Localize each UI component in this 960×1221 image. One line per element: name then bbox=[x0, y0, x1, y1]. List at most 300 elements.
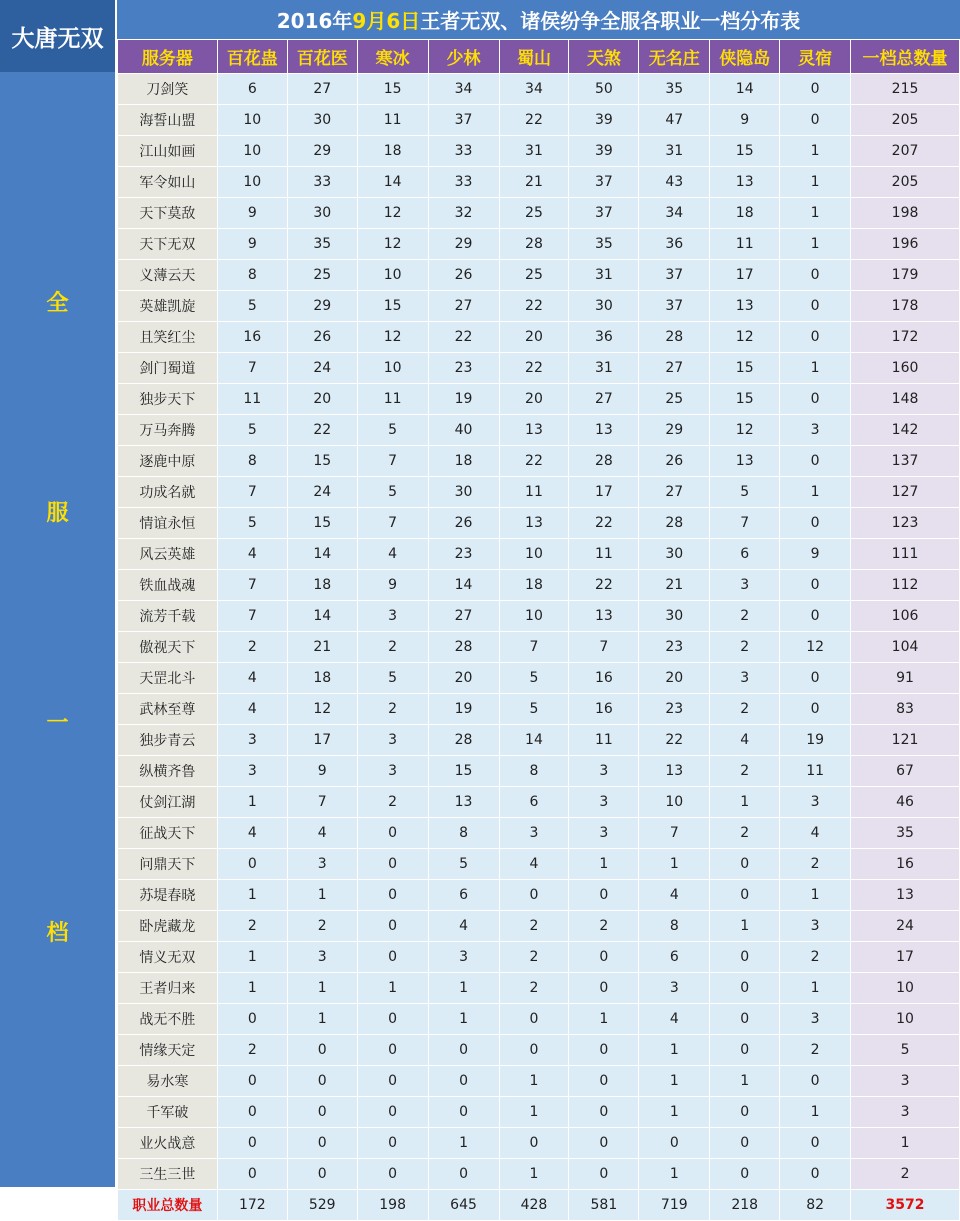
header-class[interactable]: 百花蛊 bbox=[217, 40, 287, 74]
row-total-cell[interactable]: 205 bbox=[851, 105, 960, 136]
server-name-cell[interactable]: 情缘天定 bbox=[118, 1035, 218, 1066]
value-cell[interactable]: 12 bbox=[357, 322, 428, 353]
value-cell[interactable]: 3 bbox=[217, 725, 287, 756]
value-cell[interactable]: 14 bbox=[710, 74, 780, 105]
value-cell[interactable]: 17 bbox=[569, 477, 639, 508]
value-cell[interactable]: 37 bbox=[639, 291, 710, 322]
value-cell[interactable]: 2 bbox=[357, 787, 428, 818]
value-cell[interactable]: 24 bbox=[287, 353, 357, 384]
value-cell[interactable]: 5 bbox=[217, 415, 287, 446]
value-cell[interactable]: 1 bbox=[639, 1066, 710, 1097]
value-cell[interactable]: 28 bbox=[639, 508, 710, 539]
value-cell[interactable]: 0 bbox=[780, 1066, 851, 1097]
value-cell[interactable]: 30 bbox=[287, 105, 357, 136]
value-cell[interactable]: 5 bbox=[357, 663, 428, 694]
row-total-cell[interactable]: 137 bbox=[851, 446, 960, 477]
row-total-cell[interactable]: 83 bbox=[851, 694, 960, 725]
value-cell[interactable]: 17 bbox=[710, 260, 780, 291]
value-cell[interactable]: 22 bbox=[499, 291, 569, 322]
value-cell[interactable]: 0 bbox=[217, 1159, 287, 1190]
value-cell[interactable]: 0 bbox=[217, 849, 287, 880]
value-cell[interactable]: 0 bbox=[780, 105, 851, 136]
value-cell[interactable]: 2 bbox=[357, 694, 428, 725]
value-cell[interactable]: 31 bbox=[639, 136, 710, 167]
value-cell[interactable]: 0 bbox=[710, 973, 780, 1004]
value-cell[interactable]: 3 bbox=[217, 756, 287, 787]
value-cell[interactable]: 33 bbox=[287, 167, 357, 198]
value-cell[interactable]: 13 bbox=[569, 415, 639, 446]
header-class[interactable]: 无名庄 bbox=[639, 40, 710, 74]
value-cell[interactable]: 0 bbox=[357, 942, 428, 973]
value-cell[interactable]: 30 bbox=[639, 539, 710, 570]
value-cell[interactable]: 3 bbox=[639, 973, 710, 1004]
value-cell[interactable]: 1 bbox=[217, 942, 287, 973]
row-total-cell[interactable]: 91 bbox=[851, 663, 960, 694]
value-cell[interactable]: 6 bbox=[217, 74, 287, 105]
server-name-cell[interactable]: 情谊永恒 bbox=[118, 508, 218, 539]
value-cell[interactable]: 2 bbox=[710, 601, 780, 632]
value-cell[interactable]: 3 bbox=[710, 570, 780, 601]
value-cell[interactable]: 3 bbox=[357, 756, 428, 787]
value-cell[interactable]: 25 bbox=[639, 384, 710, 415]
value-cell[interactable]: 9 bbox=[287, 756, 357, 787]
value-cell[interactable]: 1 bbox=[639, 849, 710, 880]
server-name-cell[interactable]: 武林至尊 bbox=[118, 694, 218, 725]
value-cell[interactable]: 1 bbox=[780, 353, 851, 384]
footer-value-cell[interactable]: 529 bbox=[287, 1190, 357, 1221]
value-cell[interactable]: 4 bbox=[357, 539, 428, 570]
value-cell[interactable]: 1 bbox=[287, 973, 357, 1004]
value-cell[interactable]: 0 bbox=[569, 942, 639, 973]
header-class[interactable]: 少林 bbox=[428, 40, 499, 74]
value-cell[interactable]: 1 bbox=[428, 1128, 499, 1159]
value-cell[interactable]: 22 bbox=[569, 570, 639, 601]
value-cell[interactable]: 6 bbox=[499, 787, 569, 818]
value-cell[interactable]: 1 bbox=[357, 973, 428, 1004]
value-cell[interactable]: 0 bbox=[499, 1004, 569, 1035]
value-cell[interactable]: 12 bbox=[780, 632, 851, 663]
value-cell[interactable]: 37 bbox=[428, 105, 499, 136]
value-cell[interactable]: 2 bbox=[710, 756, 780, 787]
value-cell[interactable]: 28 bbox=[639, 322, 710, 353]
grand-total-cell[interactable]: 3572 bbox=[851, 1190, 960, 1221]
value-cell[interactable]: 35 bbox=[287, 229, 357, 260]
value-cell[interactable]: 0 bbox=[357, 1159, 428, 1190]
value-cell[interactable]: 10 bbox=[217, 136, 287, 167]
value-cell[interactable]: 25 bbox=[499, 198, 569, 229]
value-cell[interactable]: 7 bbox=[287, 787, 357, 818]
value-cell[interactable]: 27 bbox=[428, 601, 499, 632]
value-cell[interactable]: 0 bbox=[428, 1035, 499, 1066]
row-total-cell[interactable]: 179 bbox=[851, 260, 960, 291]
value-cell[interactable]: 0 bbox=[780, 508, 851, 539]
value-cell[interactable]: 34 bbox=[639, 198, 710, 229]
value-cell[interactable]: 0 bbox=[569, 880, 639, 911]
value-cell[interactable]: 6 bbox=[710, 539, 780, 570]
row-total-cell[interactable]: 3 bbox=[851, 1097, 960, 1128]
value-cell[interactable]: 13 bbox=[428, 787, 499, 818]
value-cell[interactable]: 2 bbox=[710, 818, 780, 849]
value-cell[interactable]: 22 bbox=[569, 508, 639, 539]
footer-value-cell[interactable]: 82 bbox=[780, 1190, 851, 1221]
value-cell[interactable]: 0 bbox=[710, 942, 780, 973]
server-name-cell[interactable]: 功成名就 bbox=[118, 477, 218, 508]
footer-label-cell[interactable]: 职业总数量 bbox=[118, 1190, 218, 1221]
server-name-cell[interactable]: 独步天下 bbox=[118, 384, 218, 415]
value-cell[interactable]: 23 bbox=[428, 539, 499, 570]
value-cell[interactable]: 13 bbox=[569, 601, 639, 632]
row-total-cell[interactable]: 215 bbox=[851, 74, 960, 105]
value-cell[interactable]: 0 bbox=[287, 1097, 357, 1128]
value-cell[interactable]: 7 bbox=[639, 818, 710, 849]
value-cell[interactable]: 0 bbox=[780, 601, 851, 632]
value-cell[interactable]: 27 bbox=[639, 477, 710, 508]
server-name-cell[interactable]: 天下无双 bbox=[118, 229, 218, 260]
value-cell[interactable]: 4 bbox=[639, 880, 710, 911]
header-class[interactable]: 寒冰 bbox=[357, 40, 428, 74]
value-cell[interactable]: 20 bbox=[287, 384, 357, 415]
value-cell[interactable]: 7 bbox=[217, 353, 287, 384]
value-cell[interactable]: 10 bbox=[357, 353, 428, 384]
footer-value-cell[interactable]: 198 bbox=[357, 1190, 428, 1221]
value-cell[interactable]: 8 bbox=[217, 260, 287, 291]
row-total-cell[interactable]: 172 bbox=[851, 322, 960, 353]
value-cell[interactable]: 29 bbox=[428, 229, 499, 260]
value-cell[interactable]: 0 bbox=[780, 74, 851, 105]
value-cell[interactable]: 1 bbox=[780, 973, 851, 1004]
value-cell[interactable]: 0 bbox=[780, 446, 851, 477]
value-cell[interactable]: 30 bbox=[639, 601, 710, 632]
value-cell[interactable]: 9 bbox=[217, 198, 287, 229]
value-cell[interactable]: 37 bbox=[639, 260, 710, 291]
value-cell[interactable]: 7 bbox=[569, 632, 639, 663]
value-cell[interactable]: 21 bbox=[499, 167, 569, 198]
value-cell[interactable]: 24 bbox=[287, 477, 357, 508]
value-cell[interactable]: 18 bbox=[428, 446, 499, 477]
server-name-cell[interactable]: 英雄凯旋 bbox=[118, 291, 218, 322]
value-cell[interactable]: 3 bbox=[499, 818, 569, 849]
value-cell[interactable]: 12 bbox=[710, 415, 780, 446]
value-cell[interactable]: 1 bbox=[287, 1004, 357, 1035]
value-cell[interactable]: 7 bbox=[217, 601, 287, 632]
row-total-cell[interactable]: 10 bbox=[851, 973, 960, 1004]
value-cell[interactable]: 30 bbox=[287, 198, 357, 229]
value-cell[interactable]: 27 bbox=[428, 291, 499, 322]
value-cell[interactable]: 5 bbox=[499, 663, 569, 694]
row-total-cell[interactable]: 67 bbox=[851, 756, 960, 787]
value-cell[interactable]: 3 bbox=[780, 911, 851, 942]
server-name-cell[interactable]: 天罡北斗 bbox=[118, 663, 218, 694]
value-cell[interactable]: 4 bbox=[217, 818, 287, 849]
row-total-cell[interactable]: 127 bbox=[851, 477, 960, 508]
value-cell[interactable]: 37 bbox=[569, 198, 639, 229]
value-cell[interactable]: 35 bbox=[639, 74, 710, 105]
value-cell[interactable]: 23 bbox=[639, 694, 710, 725]
value-cell[interactable]: 0 bbox=[710, 849, 780, 880]
value-cell[interactable]: 1 bbox=[217, 880, 287, 911]
value-cell[interactable]: 7 bbox=[217, 570, 287, 601]
value-cell[interactable]: 4 bbox=[217, 539, 287, 570]
value-cell[interactable]: 0 bbox=[569, 1035, 639, 1066]
header-class[interactable]: 蜀山 bbox=[499, 40, 569, 74]
row-total-cell[interactable]: 123 bbox=[851, 508, 960, 539]
value-cell[interactable]: 0 bbox=[569, 1159, 639, 1190]
value-cell[interactable]: 1 bbox=[639, 1159, 710, 1190]
value-cell[interactable]: 3 bbox=[357, 725, 428, 756]
server-name-cell[interactable]: 天下莫敌 bbox=[118, 198, 218, 229]
server-name-cell[interactable]: 战无不胜 bbox=[118, 1004, 218, 1035]
value-cell[interactable]: 10 bbox=[499, 601, 569, 632]
value-cell[interactable]: 2 bbox=[499, 942, 569, 973]
value-cell[interactable]: 0 bbox=[357, 911, 428, 942]
value-cell[interactable]: 14 bbox=[287, 601, 357, 632]
value-cell[interactable]: 11 bbox=[357, 384, 428, 415]
value-cell[interactable]: 25 bbox=[287, 260, 357, 291]
value-cell[interactable]: 9 bbox=[217, 229, 287, 260]
value-cell[interactable]: 0 bbox=[780, 1159, 851, 1190]
value-cell[interactable]: 1 bbox=[780, 198, 851, 229]
value-cell[interactable]: 20 bbox=[499, 384, 569, 415]
value-cell[interactable]: 26 bbox=[428, 260, 499, 291]
value-cell[interactable]: 30 bbox=[428, 477, 499, 508]
value-cell[interactable]: 0 bbox=[710, 1035, 780, 1066]
value-cell[interactable]: 18 bbox=[287, 570, 357, 601]
server-name-cell[interactable]: 万马奔腾 bbox=[118, 415, 218, 446]
value-cell[interactable]: 31 bbox=[569, 260, 639, 291]
value-cell[interactable]: 3 bbox=[428, 942, 499, 973]
value-cell[interactable]: 13 bbox=[639, 756, 710, 787]
value-cell[interactable]: 22 bbox=[639, 725, 710, 756]
value-cell[interactable]: 39 bbox=[569, 105, 639, 136]
value-cell[interactable]: 18 bbox=[710, 198, 780, 229]
server-name-cell[interactable]: 仗剑江湖 bbox=[118, 787, 218, 818]
value-cell[interactable]: 23 bbox=[428, 353, 499, 384]
value-cell[interactable]: 10 bbox=[639, 787, 710, 818]
value-cell[interactable]: 0 bbox=[499, 1128, 569, 1159]
value-cell[interactable]: 28 bbox=[569, 446, 639, 477]
row-total-cell[interactable]: 24 bbox=[851, 911, 960, 942]
value-cell[interactable]: 27 bbox=[639, 353, 710, 384]
value-cell[interactable]: 43 bbox=[639, 167, 710, 198]
value-cell[interactable]: 5 bbox=[428, 849, 499, 880]
value-cell[interactable]: 29 bbox=[287, 291, 357, 322]
value-cell[interactable]: 0 bbox=[217, 1004, 287, 1035]
value-cell[interactable]: 32 bbox=[428, 198, 499, 229]
server-name-cell[interactable]: 王者归来 bbox=[118, 973, 218, 1004]
value-cell[interactable]: 5 bbox=[357, 477, 428, 508]
value-cell[interactable]: 0 bbox=[499, 880, 569, 911]
value-cell[interactable]: 3 bbox=[357, 601, 428, 632]
value-cell[interactable]: 0 bbox=[217, 1128, 287, 1159]
value-cell[interactable]: 28 bbox=[499, 229, 569, 260]
server-name-cell[interactable]: 刀剑笑 bbox=[118, 74, 218, 105]
value-cell[interactable]: 15 bbox=[710, 136, 780, 167]
server-name-cell[interactable]: 苏堤春晓 bbox=[118, 880, 218, 911]
value-cell[interactable]: 10 bbox=[499, 539, 569, 570]
value-cell[interactable]: 3 bbox=[569, 756, 639, 787]
value-cell[interactable]: 8 bbox=[499, 756, 569, 787]
value-cell[interactable]: 4 bbox=[287, 818, 357, 849]
value-cell[interactable]: 12 bbox=[287, 694, 357, 725]
value-cell[interactable]: 0 bbox=[217, 1066, 287, 1097]
value-cell[interactable]: 4 bbox=[217, 694, 287, 725]
value-cell[interactable]: 16 bbox=[217, 322, 287, 353]
value-cell[interactable]: 2 bbox=[287, 911, 357, 942]
value-cell[interactable]: 16 bbox=[569, 663, 639, 694]
header-class[interactable]: 百花医 bbox=[287, 40, 357, 74]
row-total-cell[interactable]: 2 bbox=[851, 1159, 960, 1190]
value-cell[interactable]: 14 bbox=[357, 167, 428, 198]
row-total-cell[interactable]: 198 bbox=[851, 198, 960, 229]
value-cell[interactable]: 15 bbox=[357, 291, 428, 322]
value-cell[interactable]: 1 bbox=[710, 1066, 780, 1097]
value-cell[interactable]: 2 bbox=[780, 942, 851, 973]
value-cell[interactable]: 16 bbox=[569, 694, 639, 725]
value-cell[interactable]: 28 bbox=[428, 725, 499, 756]
value-cell[interactable]: 2 bbox=[217, 632, 287, 663]
value-cell[interactable]: 5 bbox=[217, 508, 287, 539]
server-name-cell[interactable]: 风云英雄 bbox=[118, 539, 218, 570]
row-total-cell[interactable]: 160 bbox=[851, 353, 960, 384]
value-cell[interactable]: 11 bbox=[499, 477, 569, 508]
value-cell[interactable]: 29 bbox=[287, 136, 357, 167]
server-name-cell[interactable]: 流芳千载 bbox=[118, 601, 218, 632]
value-cell[interactable]: 19 bbox=[428, 384, 499, 415]
value-cell[interactable]: 4 bbox=[780, 818, 851, 849]
value-cell[interactable]: 1 bbox=[780, 229, 851, 260]
footer-value-cell[interactable]: 581 bbox=[569, 1190, 639, 1221]
value-cell[interactable]: 0 bbox=[357, 1066, 428, 1097]
value-cell[interactable]: 12 bbox=[357, 198, 428, 229]
value-cell[interactable]: 22 bbox=[499, 353, 569, 384]
value-cell[interactable]: 22 bbox=[428, 322, 499, 353]
footer-value-cell[interactable]: 719 bbox=[639, 1190, 710, 1221]
row-total-cell[interactable]: 17 bbox=[851, 942, 960, 973]
value-cell[interactable]: 27 bbox=[287, 74, 357, 105]
value-cell[interactable]: 0 bbox=[569, 1128, 639, 1159]
value-cell[interactable]: 0 bbox=[780, 663, 851, 694]
value-cell[interactable]: 0 bbox=[780, 291, 851, 322]
value-cell[interactable]: 0 bbox=[287, 1066, 357, 1097]
value-cell[interactable]: 3 bbox=[710, 663, 780, 694]
value-cell[interactable]: 21 bbox=[639, 570, 710, 601]
value-cell[interactable]: 1 bbox=[499, 1097, 569, 1128]
value-cell[interactable]: 1 bbox=[217, 787, 287, 818]
value-cell[interactable]: 0 bbox=[639, 1128, 710, 1159]
value-cell[interactable]: 4 bbox=[217, 663, 287, 694]
value-cell[interactable]: 0 bbox=[428, 1097, 499, 1128]
value-cell[interactable]: 0 bbox=[499, 1035, 569, 1066]
value-cell[interactable]: 10 bbox=[357, 260, 428, 291]
row-total-cell[interactable]: 35 bbox=[851, 818, 960, 849]
server-name-cell[interactable]: 铁血战魂 bbox=[118, 570, 218, 601]
value-cell[interactable]: 13 bbox=[499, 415, 569, 446]
row-total-cell[interactable]: 46 bbox=[851, 787, 960, 818]
server-name-cell[interactable]: 问鼎天下 bbox=[118, 849, 218, 880]
value-cell[interactable]: 0 bbox=[780, 322, 851, 353]
value-cell[interactable]: 0 bbox=[780, 570, 851, 601]
row-total-cell[interactable]: 148 bbox=[851, 384, 960, 415]
value-cell[interactable]: 40 bbox=[428, 415, 499, 446]
header-class[interactable]: 灵宿 bbox=[780, 40, 851, 74]
value-cell[interactable]: 22 bbox=[499, 105, 569, 136]
value-cell[interactable]: 3 bbox=[780, 1004, 851, 1035]
value-cell[interactable]: 33 bbox=[428, 136, 499, 167]
value-cell[interactable]: 1 bbox=[217, 973, 287, 1004]
value-cell[interactable]: 5 bbox=[217, 291, 287, 322]
value-cell[interactable]: 37 bbox=[569, 167, 639, 198]
server-name-cell[interactable]: 傲视天下 bbox=[118, 632, 218, 663]
value-cell[interactable]: 8 bbox=[217, 446, 287, 477]
value-cell[interactable]: 0 bbox=[710, 1097, 780, 1128]
value-cell[interactable]: 1 bbox=[780, 167, 851, 198]
value-cell[interactable]: 0 bbox=[569, 1066, 639, 1097]
value-cell[interactable]: 5 bbox=[499, 694, 569, 725]
value-cell[interactable]: 9 bbox=[780, 539, 851, 570]
value-cell[interactable]: 2 bbox=[357, 632, 428, 663]
value-cell[interactable]: 15 bbox=[710, 353, 780, 384]
row-total-cell[interactable]: 5 bbox=[851, 1035, 960, 1066]
row-total-cell[interactable]: 205 bbox=[851, 167, 960, 198]
row-total-cell[interactable]: 178 bbox=[851, 291, 960, 322]
value-cell[interactable]: 36 bbox=[569, 322, 639, 353]
value-cell[interactable]: 7 bbox=[217, 477, 287, 508]
value-cell[interactable]: 0 bbox=[710, 1159, 780, 1190]
header-server[interactable]: 服务器 bbox=[118, 40, 218, 74]
value-cell[interactable]: 1 bbox=[639, 1097, 710, 1128]
server-name-cell[interactable]: 卧虎藏龙 bbox=[118, 911, 218, 942]
value-cell[interactable]: 5 bbox=[357, 415, 428, 446]
value-cell[interactable]: 1 bbox=[499, 1066, 569, 1097]
header-class[interactable]: 侠隐岛 bbox=[710, 40, 780, 74]
value-cell[interactable]: 6 bbox=[428, 880, 499, 911]
value-cell[interactable]: 0 bbox=[710, 1004, 780, 1035]
value-cell[interactable]: 0 bbox=[780, 260, 851, 291]
row-total-cell[interactable]: 196 bbox=[851, 229, 960, 260]
value-cell[interactable]: 14 bbox=[287, 539, 357, 570]
value-cell[interactable]: 33 bbox=[428, 167, 499, 198]
value-cell[interactable]: 27 bbox=[569, 384, 639, 415]
server-name-cell[interactable]: 三生三世 bbox=[118, 1159, 218, 1190]
value-cell[interactable]: 18 bbox=[287, 663, 357, 694]
header-total[interactable]: 一档总数量 bbox=[851, 40, 960, 74]
value-cell[interactable]: 9 bbox=[710, 105, 780, 136]
value-cell[interactable]: 14 bbox=[428, 570, 499, 601]
value-cell[interactable]: 31 bbox=[499, 136, 569, 167]
value-cell[interactable]: 7 bbox=[357, 508, 428, 539]
header-class[interactable]: 天煞 bbox=[569, 40, 639, 74]
row-total-cell[interactable]: 104 bbox=[851, 632, 960, 663]
value-cell[interactable]: 12 bbox=[357, 229, 428, 260]
value-cell[interactable]: 15 bbox=[357, 74, 428, 105]
server-name-cell[interactable]: 江山如画 bbox=[118, 136, 218, 167]
value-cell[interactable]: 11 bbox=[710, 229, 780, 260]
value-cell[interactable]: 11 bbox=[780, 756, 851, 787]
value-cell[interactable]: 0 bbox=[217, 1097, 287, 1128]
value-cell[interactable]: 3 bbox=[287, 849, 357, 880]
server-name-cell[interactable]: 纵横齐鲁 bbox=[118, 756, 218, 787]
value-cell[interactable]: 4 bbox=[428, 911, 499, 942]
value-cell[interactable]: 17 bbox=[287, 725, 357, 756]
value-cell[interactable]: 11 bbox=[569, 539, 639, 570]
value-cell[interactable]: 0 bbox=[287, 1128, 357, 1159]
value-cell[interactable]: 0 bbox=[780, 1128, 851, 1159]
value-cell[interactable]: 8 bbox=[428, 818, 499, 849]
value-cell[interactable]: 0 bbox=[357, 1035, 428, 1066]
value-cell[interactable]: 19 bbox=[428, 694, 499, 725]
server-name-cell[interactable]: 海誓山盟 bbox=[118, 105, 218, 136]
row-total-cell[interactable]: 121 bbox=[851, 725, 960, 756]
